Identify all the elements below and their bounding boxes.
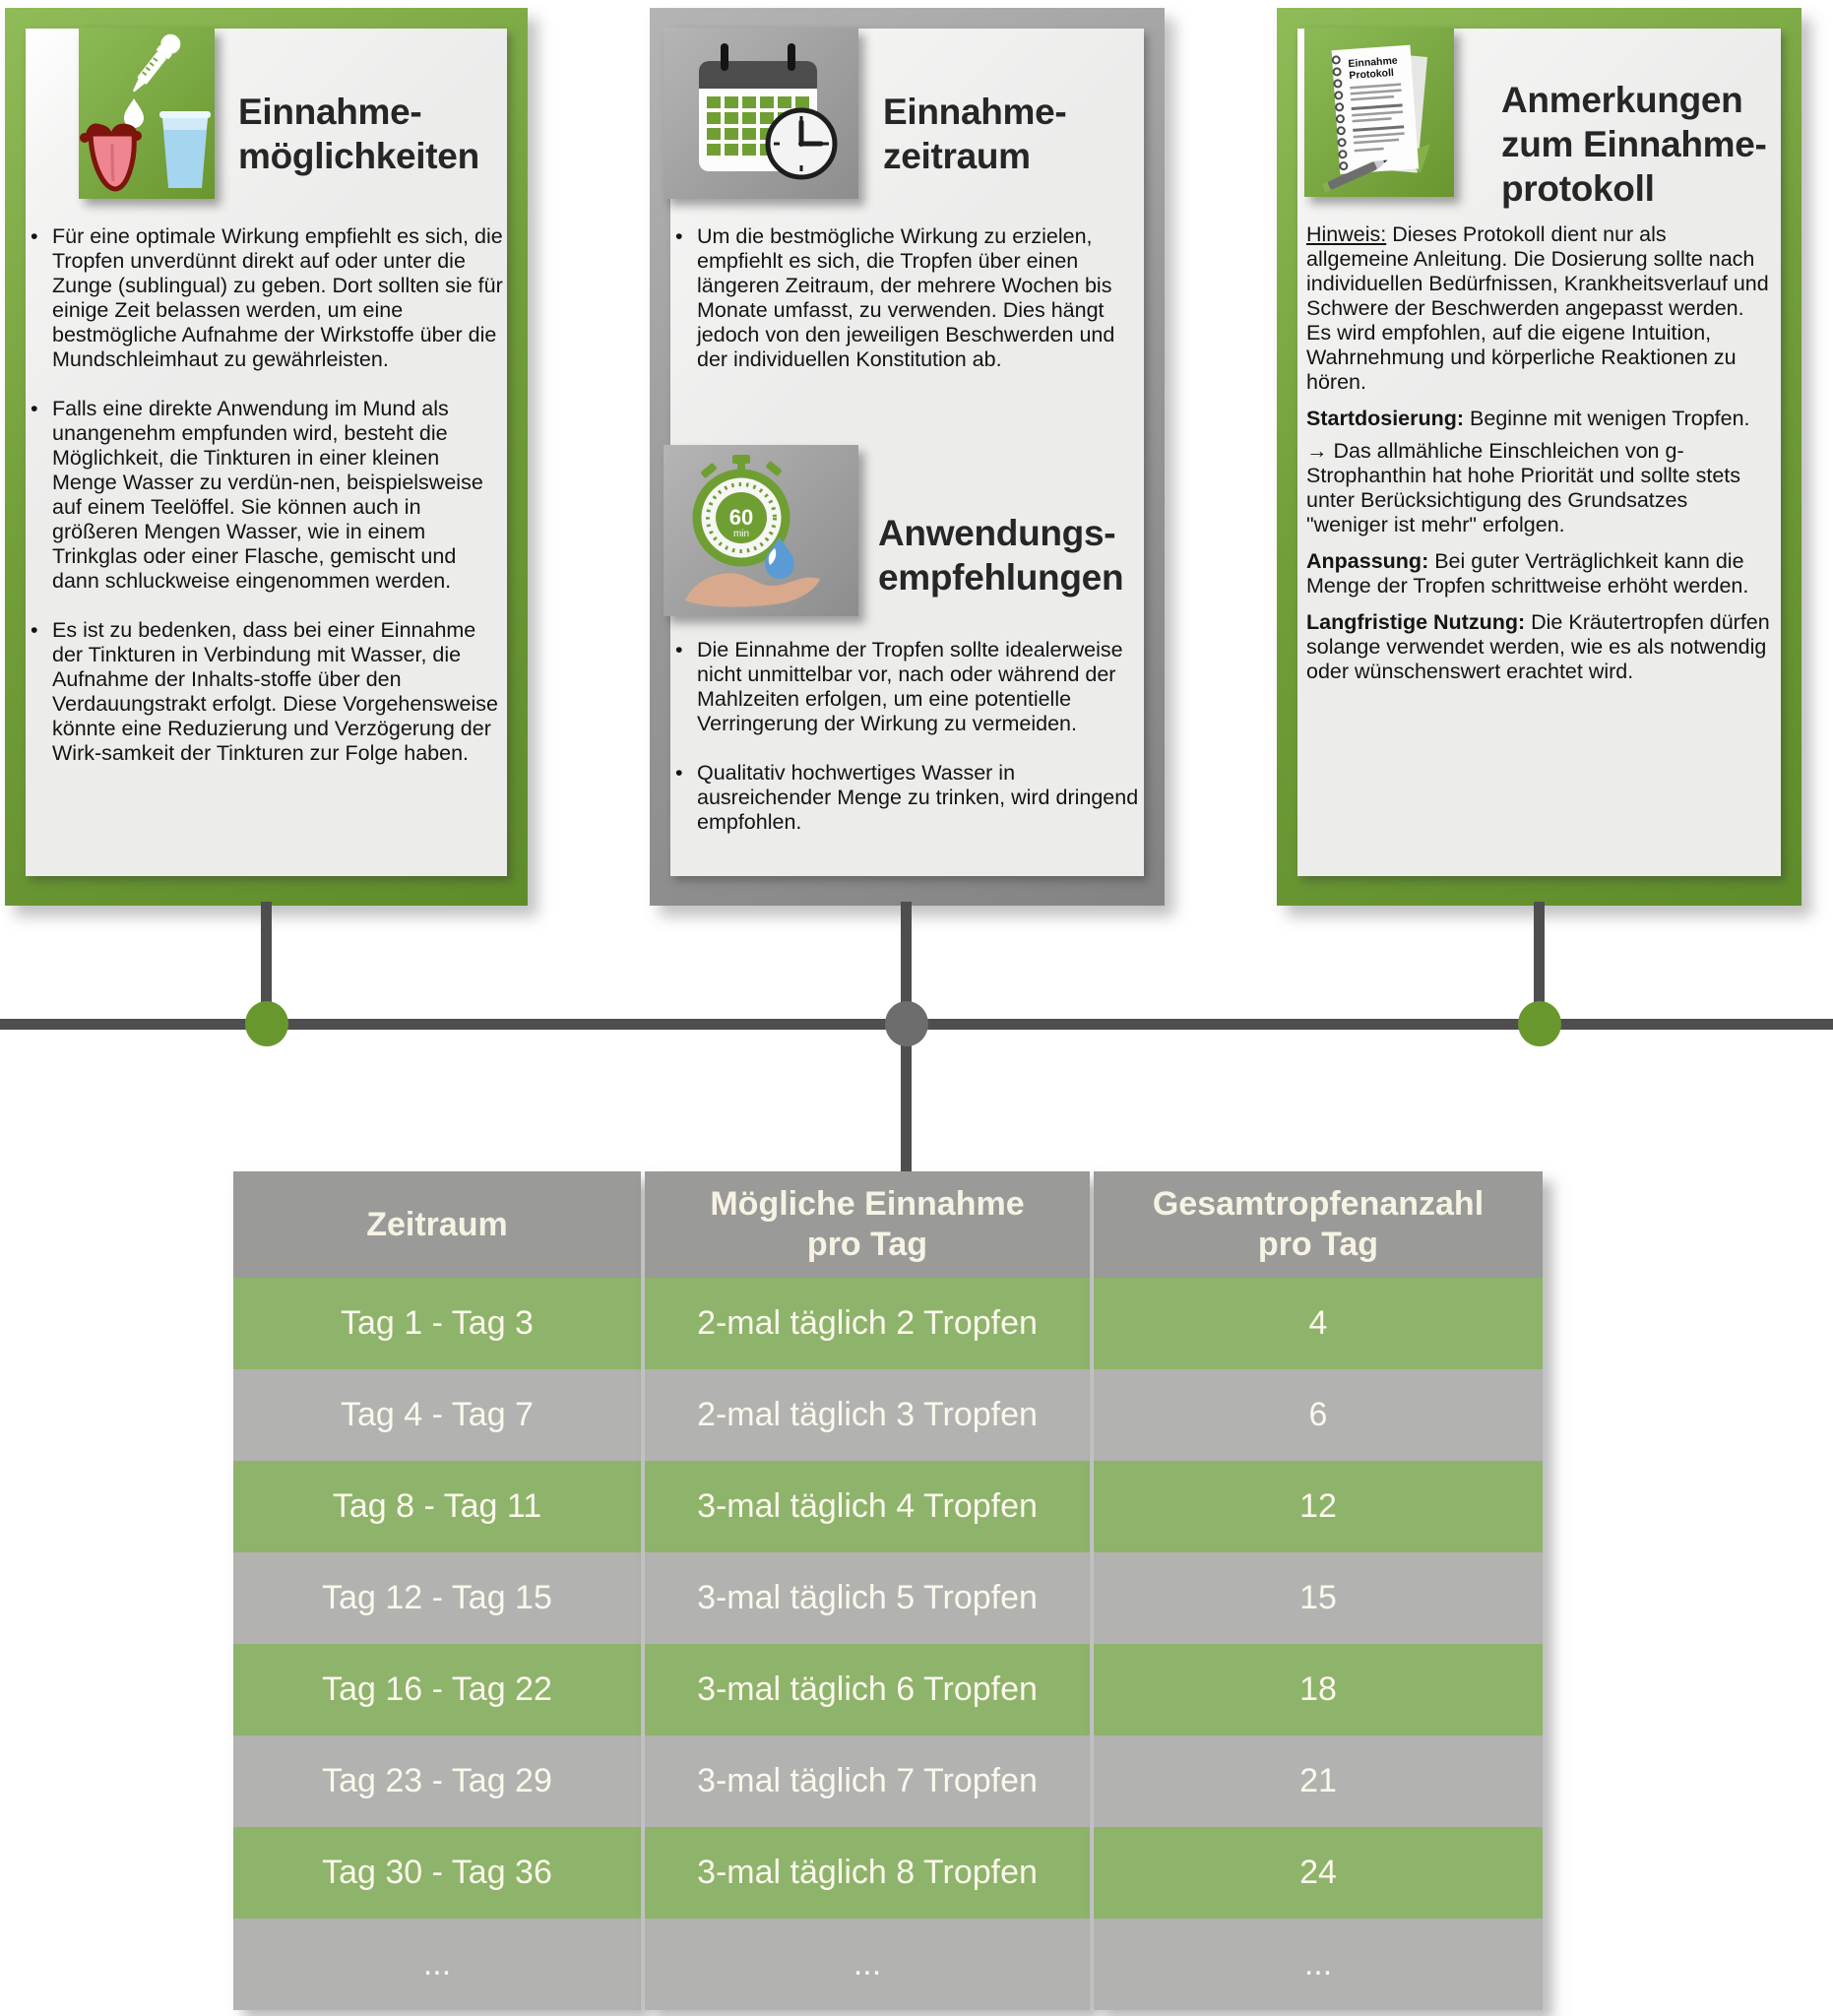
connector-dot-gray <box>885 1001 928 1046</box>
note-body: → Das allmähliche Einschleichen von g-Strophanthin hat hohe Priorität und sollte stets unter Berücksichtigung des Grundsatzes "weniger ist mehr" erfolgen. <box>1306 439 1741 536</box>
table-cell: 3-mal täglich 8 Tropfen <box>645 1827 1090 1919</box>
table-cell: 3-mal täglich 7 Tropfen <box>645 1735 1090 1827</box>
table-cell: 24 <box>1094 1827 1543 1919</box>
card-einnahmezeitraum <box>650 8 1165 906</box>
table-header-einnahme-pro-tag <box>645 1171 1090 1278</box>
note-paragraph <box>1306 439 1771 537</box>
note-body: Bei guter Verträglichkeit kann die Menge der Tropfen schrittweise erhöht werden. <box>1306 549 1749 598</box>
header-line: pro Tag <box>1257 1226 1379 1263</box>
table-cell: 3-mal täglich 6 Tropfen <box>645 1644 1090 1735</box>
connector-dot-green <box>1518 1001 1561 1046</box>
dosage-table <box>233 1171 1543 2010</box>
title-line: Einnahme- <box>883 91 1067 132</box>
bullet-item <box>29 618 505 766</box>
table-cell: 18 <box>1094 1644 1543 1735</box>
table-cell: 3-mal täglich 4 Tropfen <box>645 1461 1090 1552</box>
title-line: Einnahme- <box>238 91 422 132</box>
table-cell: ... <box>645 1919 1090 2010</box>
bullet-text: • Qualitativ hochwertiges Wasser in ausreichender Menge zu trinken, wird dringend empfohlen. <box>697 761 1139 834</box>
stopwatch-hand-waterdrop-icon <box>664 445 858 616</box>
note-paragraph <box>1306 321 1771 395</box>
dropper-tongue-waterglass-icon <box>79 28 215 199</box>
note-paragraph <box>1306 407 1771 431</box>
table-cell: Tag 4 - Tag 7 <box>233 1369 641 1461</box>
table-header-zeitraum <box>233 1171 641 1278</box>
title-line: Anwendungs- <box>878 512 1116 553</box>
note-body: Dieses Protokoll dient nur als allgemeine Anleitung. Die Dosierung sollte nach individuellen Bedürfnissen, Krankheitsverlauf und Schwere der Beschwerden angepasst werden. <box>1306 222 1769 320</box>
note-body: Beginne mit wenigen Tropfen. <box>1464 407 1750 430</box>
header-line: Gesamtropfenanzahl <box>1152 1185 1485 1223</box>
table-cell: 3-mal täglich 5 Tropfen <box>645 1552 1090 1644</box>
table-cell: 2-mal täglich 3 Tropfen <box>645 1369 1090 1461</box>
bullet-text: • Es ist zu bedenken, dass bei einer Einnahme der Tinkturen in Verbindung mit Wasser, die Aufnahme der Inhalts-stoffe über den Verdauungstrakt erfolgt. Diese Vorgehensweise könnte eine Reduzierung und Verzögerung der Wirk-samkeit der Tinkturen zur Folge haben. <box>52 618 498 765</box>
bullet-item <box>29 397 505 594</box>
bullet-text: • Um die bestmögliche Wirkung zu erzielen, empfiehlt es sich, die Tropfen über einen längeren Zeitraum, der mehrere Wochen bis Monate umfasst, zu verwenden. Dies hängt jedoch von den jeweiligen Beschwerden und der individuellen Konstitution ab. <box>697 224 1115 371</box>
bullet-item <box>673 224 1144 372</box>
stopwatch-value: 60 <box>728 505 754 530</box>
table-cell: Tag 1 - Tag 3 <box>233 1278 641 1369</box>
table-cell: 2-mal täglich 2 Tropfen <box>645 1278 1090 1369</box>
bullet-text: • Die Einnahme der Tropfen sollte idealerweise nicht unmittelbar vor, nach oder während der Mahlzeiten erfolgen, um eine potentielle Verringerung der Wirkung zu vermeiden. <box>697 638 1123 735</box>
stopwatch-unit: min <box>732 529 750 539</box>
card-title <box>1501 78 1767 211</box>
note-paragraph <box>1306 549 1771 598</box>
table-cell: ... <box>1094 1919 1543 2010</box>
table-cell: 6 <box>1094 1369 1543 1461</box>
title-line: zeitraum <box>883 135 1031 176</box>
title-line: empfehlungen <box>878 556 1124 598</box>
bullet-item <box>673 638 1144 736</box>
notepad-title-line: Einnahme <box>1348 54 1399 71</box>
connector-dot-green <box>245 1001 288 1046</box>
table-cell: Tag 16 - Tag 22 <box>233 1644 641 1735</box>
note-lead: Langfristige Nutzung: <box>1306 610 1526 634</box>
header-line: Zeitraum <box>366 1205 508 1243</box>
table-column-zeitraum <box>233 1171 641 2010</box>
bullet-text: • Für eine optimale Wirkung empfiehlt es sich, die Tropfen unverdünnt direkt auf oder unter die Zunge (sublingual) zu geben. Dort sollten sie für einige Zeit belassen werden, um eine bestmögliche Aufnahme der Wirkstoffe über die Mundschleimhaut zu gewährleisten. <box>52 224 503 371</box>
card-einnahmemoeglichkeiten <box>5 8 528 906</box>
table-cell: Tag 12 - Tag 15 <box>233 1552 641 1644</box>
title-line: Anmerkungen <box>1501 79 1743 120</box>
title-line: protokoll <box>1501 167 1655 209</box>
note-lead: Anpassung: <box>1306 549 1429 573</box>
table-cell: ... <box>233 1919 641 2010</box>
note-body: Es wird empfohlen, auf die eigene Intuition, Wahrnehmung und körperliche Reaktionen zu hören. <box>1306 321 1737 394</box>
note-paragraph <box>1306 610 1771 684</box>
title-line: zum Einnahme- <box>1501 123 1767 164</box>
table-cell: Tag 30 - Tag 36 <box>233 1827 641 1919</box>
table-cell: Tag 8 - Tag 11 <box>233 1461 641 1552</box>
intake-protocol-notepad-pencil-icon <box>1304 28 1454 197</box>
note-lead: Hinweis: <box>1306 222 1387 246</box>
bullet-text: • Falls eine direkte Anwendung im Mund als unangenehm empfunden wird, besteht die Möglichkeit, die Tinkturen in einer kleinen Menge Wasser zu verdün-nen, beispielsweise auf einem Teelöffel. Sie können auch in größeren Mengen Wasser, wie in einem Trinkglas oder einer Flasche, gemischt und dann schluckweise eingenommen werden. <box>52 397 483 593</box>
note-lead: Startdosierung: <box>1306 407 1465 430</box>
table-header-gesamttropfen <box>1094 1171 1543 1278</box>
bullet-list <box>673 638 1144 835</box>
table-column-einnahme-pro-tag <box>645 1171 1090 2010</box>
bullet-item <box>673 761 1144 835</box>
bullet-list <box>673 224 1144 372</box>
table-cell: 21 <box>1094 1735 1543 1827</box>
header-line: pro Tag <box>806 1226 928 1263</box>
note-body: Die Kräutertropfen dürfen solange verwendet werden, wie es als notwendig oder wünschenswert erachtet wird. <box>1306 610 1770 683</box>
bullet-list <box>29 224 505 766</box>
card-title <box>878 511 1123 599</box>
card-title <box>883 90 1066 178</box>
table-cell: Tag 23 - Tag 29 <box>233 1735 641 1827</box>
note-paragraph <box>1306 222 1771 321</box>
table-cell: 15 <box>1094 1552 1543 1644</box>
table-column-gesamttropfen <box>1094 1171 1543 2010</box>
card-title <box>238 90 479 178</box>
header-line: Mögliche Einnahme <box>710 1185 1025 1223</box>
notepad-title-line: Protokoll <box>1348 66 1395 83</box>
calendar-clock-icon <box>664 28 858 199</box>
title-line: möglichkeiten <box>238 135 479 176</box>
table-cell: 4 <box>1094 1278 1543 1369</box>
notes-text <box>1306 222 1771 684</box>
bullet-item <box>29 224 505 372</box>
card-einnahmeprotokoll-anmerkungen <box>1277 8 1801 906</box>
table-cell: 12 <box>1094 1461 1543 1552</box>
